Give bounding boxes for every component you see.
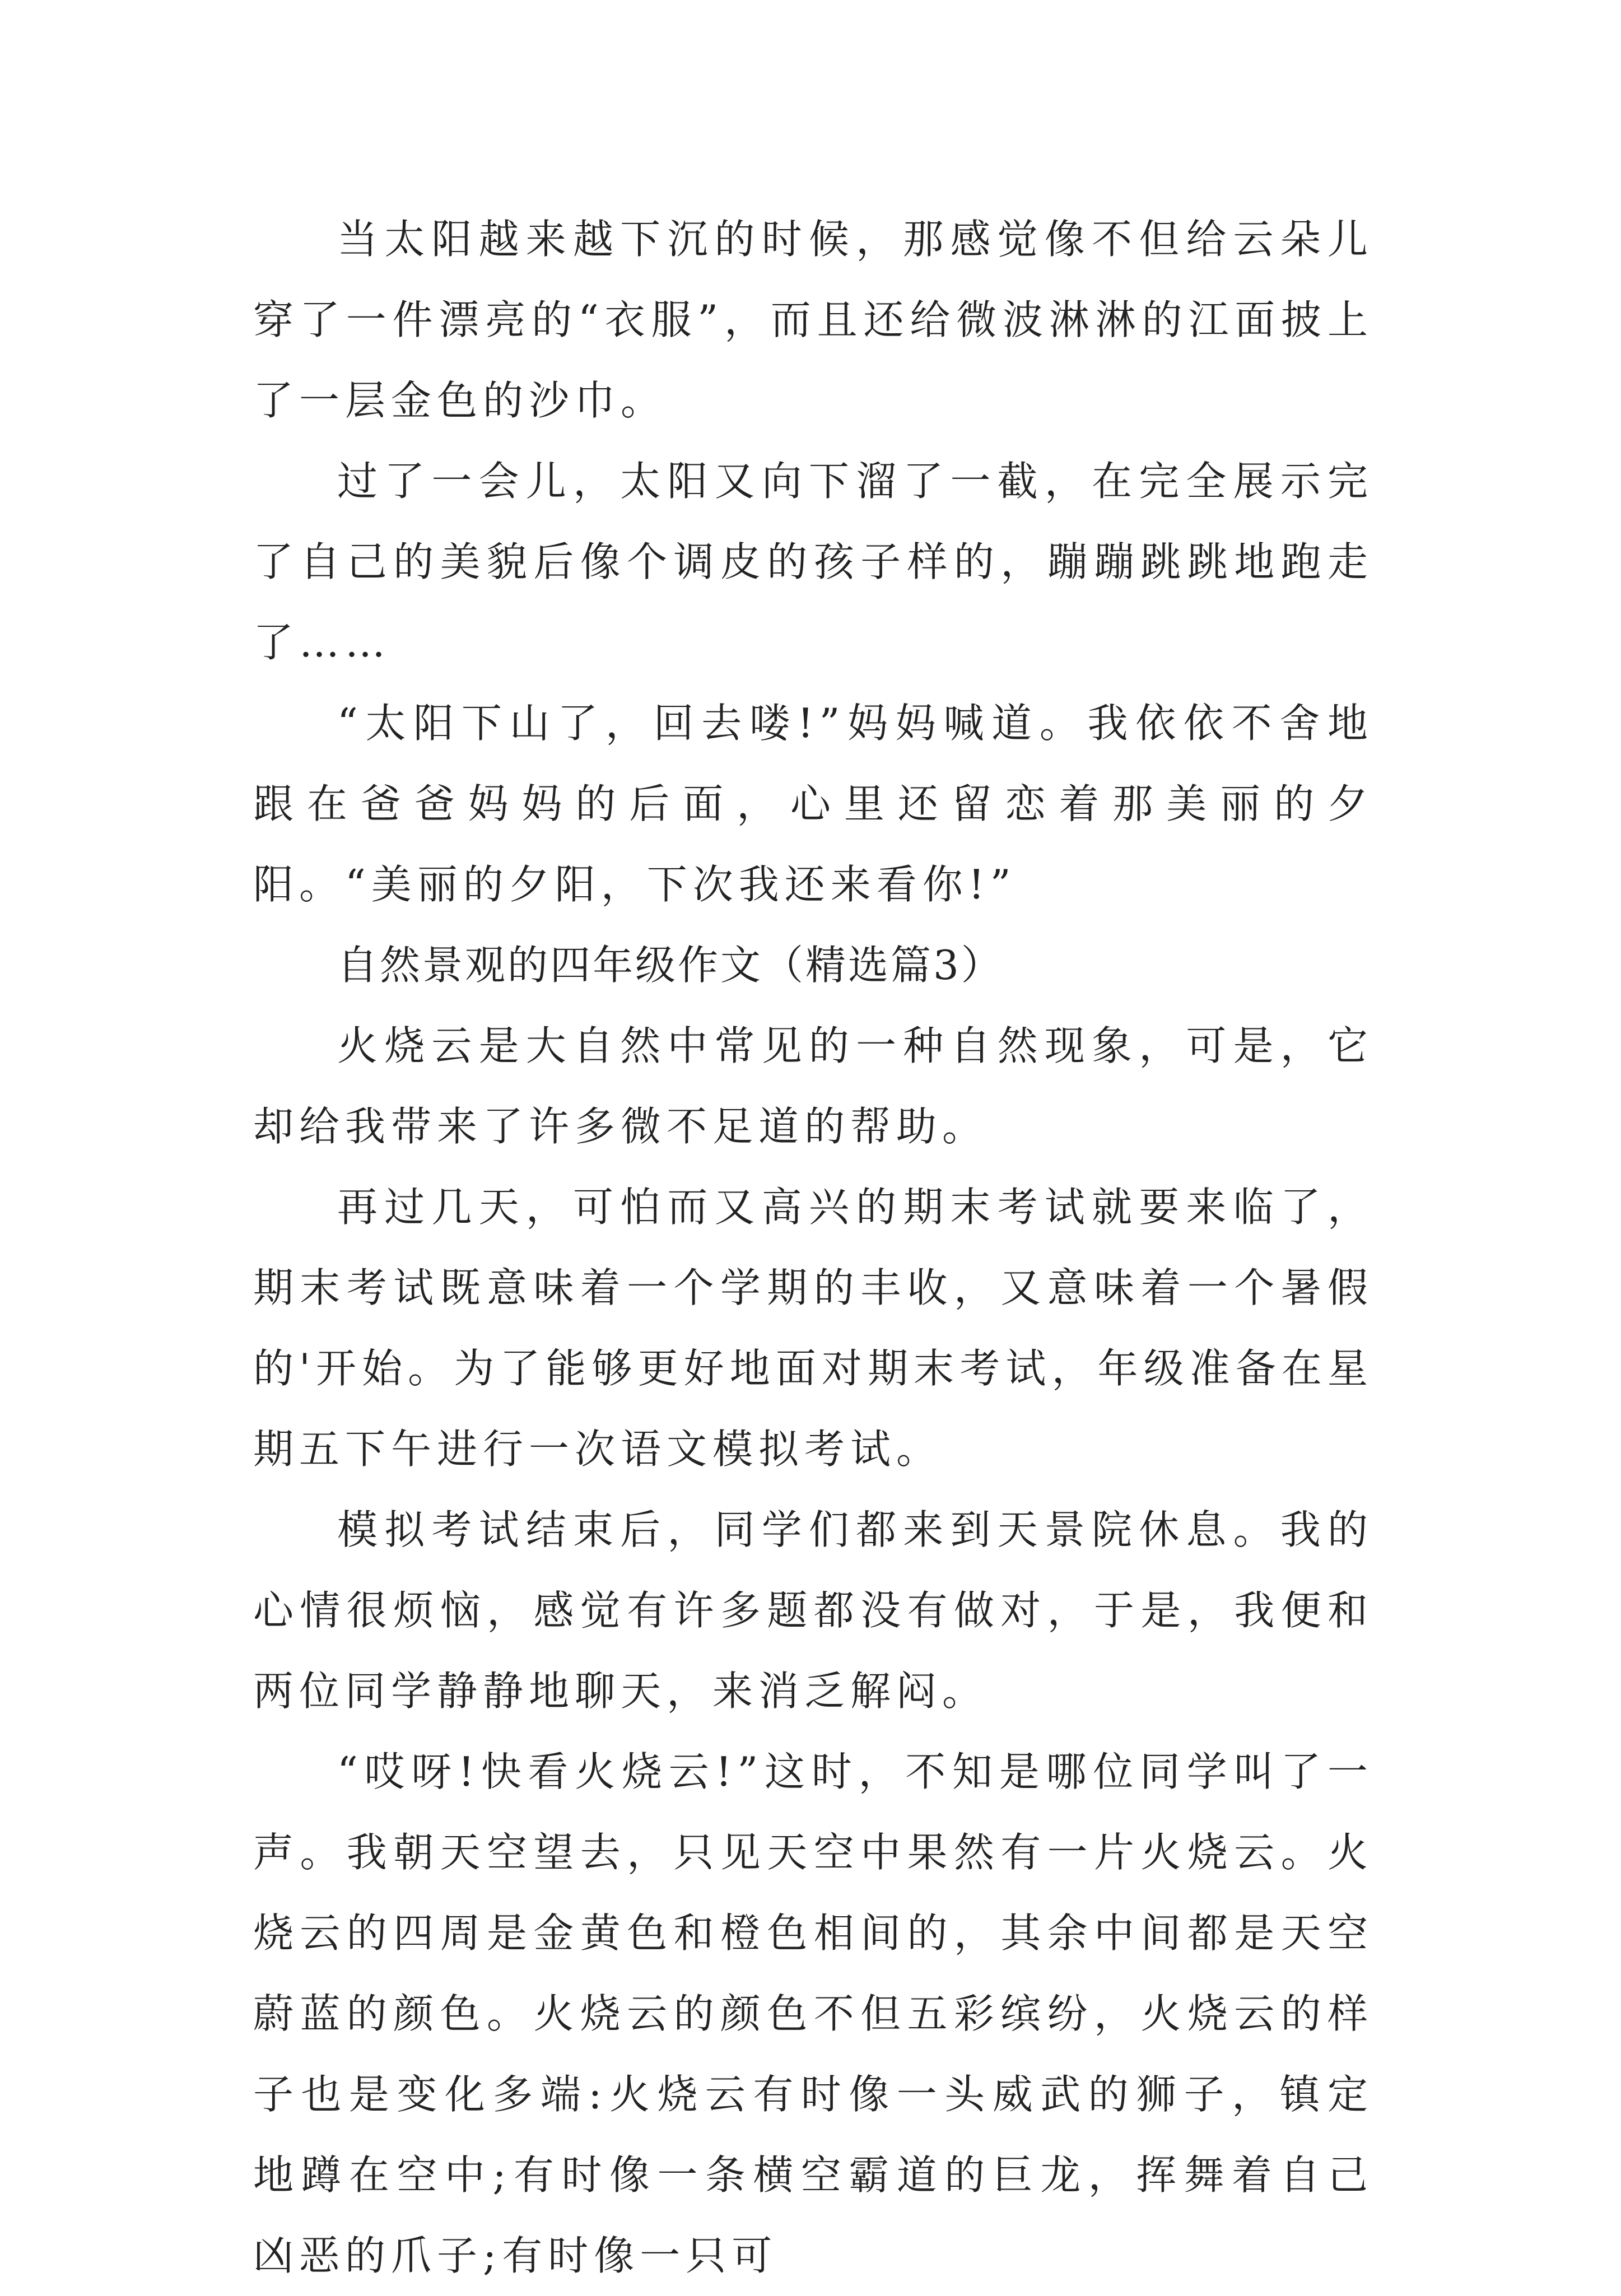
- section-heading: 自然景观的四年级作文（精选篇3）: [337, 942, 1004, 989]
- document-body: [253, 199, 1373, 2296]
- paragraph-fire-cloud-shapes: “哎呀!快看火烧云!”这时，不知是哪位同学叫了一声。我朝天空望去，只见天空中果然有一片火烧云。火烧云的四周是金黄色和橙色相间的，其余中间都是天空蔚蓝的颜色。火烧云的颜色不但五彩缤纷，火烧云的样子也是变化多端:火烧云有时像一头威武的狮子，镇定地蹲在空中;有时像一条横空霸道的巨龙，挥舞着自己凶恶的爪子;有时像一只可: [253, 1748, 1373, 2279]
- paragraph-sun-slips: 过了一会儿，太阳又向下溜了一截，在完全展示完了自己的美貌后像个调皮的孩子样的，蹦蹦跳跳地跑走了……: [253, 458, 1373, 666]
- paragraph-exam-coming: 再过几天，可怕而又高兴的期末考试就要来临了，期末考试既意味着一个学期的丰收，又意味着一个暑假的'开始。为了能够更好地面对期末考试，年级准备在星期五下午进行一次语文模拟考试。: [253, 1184, 1373, 1473]
- paragraph-going-home: “太阳下山了，回去喽!”妈妈喊道。我依依不舍地跟在爸爸妈妈的后面，心里还留恋着那美丽的夕阳。“美丽的夕阳，下次我还来看你!”: [253, 700, 1373, 908]
- paragraph-sunset-cloth: 当太阳越来越下沉的时候，那感觉像不但给云朵儿穿了一件漂亮的“衣服”，而且还给微波淋淋的江面披上了一层金色的沙巾。: [253, 216, 1373, 424]
- paragraph-fire-cloud-intro: 火烧云是大自然中常见的一种自然现象，可是，它却给我带来了许多微不足道的帮助。: [253, 1022, 1373, 1150]
- paragraph-after-exam: 模拟考试结束后，同学们都来到天景院休息。我的心情很烦恼，感觉有许多题都没有做对，于是，我便和两位同学静静地聊天，来消乏解闷。: [253, 1506, 1373, 1715]
